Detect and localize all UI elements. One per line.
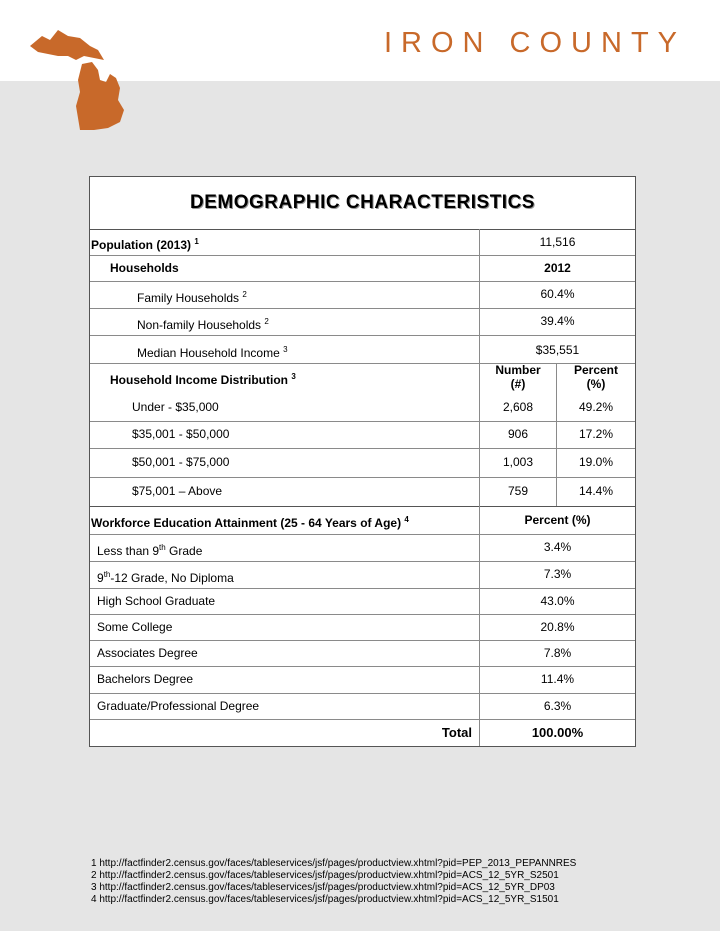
demographic-table xyxy=(89,176,636,747)
number-header: Number (#) xyxy=(495,363,541,391)
income-row-label: $50,001 - $75,000 xyxy=(132,455,230,469)
education-row-value: 7.8% xyxy=(543,646,572,660)
total-value: 100.00% xyxy=(531,725,584,740)
income-row-percent: 14.4% xyxy=(578,484,614,498)
footnote: 3 http://factfinder2.census.gov/faces/tableservices/jsf/pages/productview.xhtml?pid=ACS_12_5YR_DP03 xyxy=(91,882,555,893)
footnote: 4 http://factfinder2.census.gov/faces/tableservices/jsf/pages/productview.xhtml?pid=ACS_12_5YR_S1501 xyxy=(91,894,559,905)
education-row-label: Some College xyxy=(97,620,173,634)
county-title: IRON COUNTY xyxy=(384,27,686,59)
education-row-label: Less than 9th Grade xyxy=(97,543,203,558)
income-row-percent: 19.0% xyxy=(578,455,614,469)
family-households-value: 60.4% xyxy=(540,287,575,301)
income-row-percent: 17.2% xyxy=(578,427,614,441)
income-row-label: Under - $35,000 xyxy=(132,400,219,414)
income-row-percent: 49.2% xyxy=(578,400,614,414)
income-row-label: $75,001 – Above xyxy=(132,484,223,498)
family-households-label: Family Households $^2$ xyxy=(137,290,247,305)
education-row-label: Bachelors Degree xyxy=(97,672,194,686)
education-percent-header: Percent (%) xyxy=(524,513,591,527)
education-row-value: 7.3% xyxy=(543,567,572,581)
income-distribution-label: Household Income Distribution $^3$ xyxy=(110,372,296,387)
education-row-label: Associates Degree xyxy=(97,646,198,660)
population-value: 11,516 xyxy=(539,235,576,249)
education-row-label: 9th-12 Grade, No Diploma xyxy=(97,570,234,585)
percent-header: Percent (%) xyxy=(573,363,619,391)
nonfamily-households-value: 39.4% xyxy=(540,314,575,328)
income-row-number: 906 xyxy=(507,427,529,441)
income-row-number: 2,608 xyxy=(502,400,534,414)
total-label: Total xyxy=(441,725,472,740)
income-row-number: 1,003 xyxy=(502,455,534,469)
education-row-label: High School Graduate xyxy=(97,594,216,608)
footnote: 1 http://factfinder2.census.gov/faces/tableservices/jsf/pages/productview.xhtml?pid=PEP_2013_PEPANNRES xyxy=(91,858,577,869)
table-title: DEMOGRAPHIC CHARACTERISTICS xyxy=(90,177,635,230)
education-row-value: 3.4% xyxy=(543,540,572,554)
michigan-map-icon xyxy=(28,26,134,130)
footnote: 2 http://factfinder2.census.gov/faces/tableservices/jsf/pages/productview.xhtml?pid=ACS_12_5YR_S2501 xyxy=(91,870,559,881)
education-label: Workforce Education Attainment (25 - 64 Years of Age) $^4$ xyxy=(91,515,409,530)
education-row-label: Graduate/Professional Degree xyxy=(97,699,260,713)
population-label: Population (2013) $^1$ xyxy=(91,237,199,252)
median-income-label: Median Household Income $^3$ xyxy=(137,345,288,360)
households-label: Households xyxy=(110,261,179,275)
education-row-value: 43.0% xyxy=(540,594,575,608)
footnotes xyxy=(91,858,576,906)
education-row-value: 20.8% xyxy=(540,620,575,634)
nonfamily-households-label: Non-family Households $^2$ xyxy=(137,317,269,332)
households-year: 2012 xyxy=(544,261,571,275)
page-header xyxy=(0,0,720,81)
income-row-label: $35,001 - $50,000 xyxy=(132,427,230,441)
income-row-number: 759 xyxy=(507,484,529,498)
education-row-value: 11.4% xyxy=(540,672,575,686)
median-income-value: $35,551 xyxy=(535,343,580,357)
education-row-value: 6.3% xyxy=(543,699,572,713)
